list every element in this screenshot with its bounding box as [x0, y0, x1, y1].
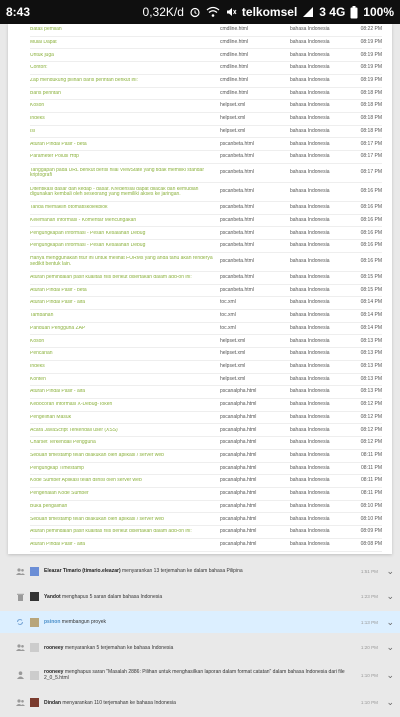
chevron-down-icon[interactable]: ⌄: [386, 591, 394, 601]
network-type: 3 4G: [319, 5, 346, 19]
trash-icon: [14, 593, 26, 601]
activity-time: 1:23 PM: [360, 594, 378, 599]
timestamp: 08:10 PM: [360, 515, 382, 522]
language: bahasa Indonesia: [290, 337, 330, 344]
file-name: pscanbeta.html: [220, 153, 254, 160]
language: bahasa Indonesia: [290, 401, 330, 408]
avatar[interactable]: [30, 567, 39, 576]
table-row[interactable]: [30, 386, 382, 399]
language: bahasa Indonesia: [290, 426, 330, 433]
language: bahasa Indonesia: [290, 102, 330, 109]
timestamp: 08:18 PM: [360, 127, 382, 134]
string-link[interactable]: Buka pengalihan: [30, 503, 68, 509]
string-link[interactable]: Baris perintah: [30, 90, 61, 96]
file-name: cmdline.html: [220, 64, 249, 71]
table-row[interactable]: [30, 374, 382, 387]
file-name: pscanbeta.html: [220, 169, 254, 176]
file-name: pscanalpha.html: [220, 413, 257, 420]
timestamp: 08:18 PM: [360, 102, 382, 109]
language: bahasa Indonesia: [290, 169, 330, 176]
file-name: helpset.xml: [220, 362, 246, 369]
strings-table: [30, 24, 382, 552]
file-name: helpset.xml: [220, 350, 246, 357]
timestamp: 08:18 PM: [360, 115, 382, 122]
string-link[interactable]: Pengungkapan Informasi - Pesan Kesalahan Debug: [30, 243, 146, 249]
language: bahasa Indonesia: [290, 477, 330, 484]
language: bahasa Indonesia: [290, 229, 330, 236]
activity-time: 1:20 PM: [360, 645, 378, 650]
file-name: cmdline.html: [220, 38, 249, 45]
language: bahasa Indonesia: [290, 452, 330, 458]
table-row[interactable]: [30, 450, 382, 463]
string-link[interactable]: Tanggapan pada URL berikut berisi nilai ViewState yang tidak memiliki standar kriptografi: [30, 167, 204, 178]
timestamp: 08:16 PM: [360, 204, 382, 211]
people-icon: [14, 568, 26, 575]
string-link[interactable]: Hanya menggunakan fitur ini untuk melihat FORMs yang anda tahu akan renderya sedikit bentuk lain.: [30, 256, 213, 267]
file-name: pscanbeta.html: [220, 229, 254, 236]
language: bahasa Indonesia: [290, 388, 330, 395]
activity-user[interactable]: psinon: [44, 619, 61, 625]
table-row[interactable]: [30, 513, 382, 526]
activity-item[interactable]: [0, 560, 400, 582]
file-name: pscanalpha.html: [220, 502, 257, 509]
string-link[interactable]: Aturan pemindaian pasif kualitas rilis berikut disertakan dalam add-on ini:: [30, 274, 192, 280]
language: bahasa Indonesia: [290, 541, 330, 548]
person-icon: [14, 671, 26, 679]
file-name: pscanalpha.html: [220, 515, 257, 522]
mute-icon: [225, 6, 237, 18]
language: bahasa Indonesia: [290, 464, 330, 471]
status-bar: [0, 0, 400, 24]
table-row[interactable]: [30, 526, 382, 539]
table-row[interactable]: [30, 138, 382, 151]
activity-item[interactable]: [0, 611, 400, 633]
string-link[interactable]: Indeks: [30, 363, 45, 369]
file-name: pscanalpha.html: [220, 528, 257, 535]
timestamp: 08:12 PM: [360, 401, 382, 408]
file-name: pscanbeta.html: [220, 242, 254, 249]
file-name: pscanbeta.html: [220, 258, 254, 265]
timestamp: 08:19 PM: [360, 38, 382, 45]
table-row[interactable]: [30, 88, 382, 101]
avatar[interactable]: [30, 698, 39, 707]
timestamp: 08:17 PM: [360, 153, 382, 160]
file-name: pscanbeta.html: [220, 273, 254, 280]
activity-user[interactable]: rooneey: [44, 669, 64, 675]
activity-text: [44, 594, 400, 600]
language: bahasa Indonesia: [290, 502, 330, 509]
string-link[interactable]: Sebuah timestamp telah dilakukan oleh aplikasi / server web: [30, 516, 164, 522]
file-name: helpset.xml: [220, 375, 246, 382]
language: bahasa Indonesia: [290, 242, 330, 249]
string-link[interactable]: Kode Sumber Aplikasi telah diinisi oleh server web: [30, 478, 142, 484]
language: bahasa Indonesia: [290, 299, 330, 306]
file-name: pscanalpha.html: [220, 452, 257, 458]
file-name: helpset.xml: [220, 337, 246, 344]
language: bahasa Indonesia: [290, 324, 330, 331]
chevron-down-icon[interactable]: ⌄: [386, 616, 394, 627]
table-row[interactable]: [30, 501, 382, 514]
table-row[interactable]: [30, 475, 382, 488]
timestamp: 08:13 PM: [360, 350, 382, 357]
file-name: cmdline.html: [220, 77, 249, 84]
file-name: toc.xml: [220, 312, 236, 319]
table-row[interactable]: [30, 126, 382, 139]
language: bahasa Indonesia: [290, 273, 330, 280]
string-link[interactable]: Aturan Pindai Pasif - beta: [30, 287, 87, 293]
string-link[interactable]: Aturan Pindai Pasif - alfa: [30, 300, 86, 306]
file-name: pscanbeta.html: [220, 216, 254, 223]
timestamp: 08:16 PM: [360, 229, 382, 236]
activity-text: [44, 619, 400, 625]
string-link[interactable]: Untuk juga: [30, 52, 54, 58]
string-link[interactable]: Aturan pemindaian pasif kualitas rilis berikut disertakan dalam add-on ini:: [30, 529, 192, 535]
file-name: cmdline.html: [220, 51, 249, 58]
string-link[interactable]: Tanda memaklin otomatiskolekblok: [30, 205, 108, 211]
strings-card: [8, 24, 392, 554]
table-row[interactable]: [30, 227, 382, 240]
carrier-name: telkomsel: [241, 5, 298, 19]
timestamp: 08:22 PM: [360, 26, 382, 33]
timestamp: 08:17 PM: [360, 140, 382, 147]
battery-icon: [350, 6, 358, 19]
language: bahasa Indonesia: [290, 115, 330, 122]
activity-user[interactable]: Yandot: [44, 593, 61, 600]
string-link[interactable]: Isi: [30, 128, 35, 134]
language: bahasa Indonesia: [290, 350, 330, 357]
timestamp: 08:15 PM: [360, 273, 382, 280]
table-row[interactable]: [30, 310, 382, 323]
table-row[interactable]: [30, 100, 382, 113]
string-link[interactable]: Tambahan: [30, 313, 54, 319]
string-link[interactable]: Batas pemilah: [30, 27, 62, 33]
language: bahasa Indonesia: [290, 26, 330, 33]
file-name: pscanbeta.html: [220, 286, 254, 293]
file-name: pscanalpha.html: [220, 464, 257, 471]
chevron-down-icon[interactable]: ⌄: [386, 697, 394, 707]
language: bahasa Indonesia: [290, 140, 330, 147]
string-link[interactable]: Mulai Dapat: [30, 39, 57, 45]
battery-level: 100%: [363, 5, 394, 19]
table-row[interactable]: [30, 202, 382, 215]
activity-description: menghapus saran "Masalah 2886: Pilihan untuk menghasilkan laporan dalam format catatan" dalam bahasa Indonesia dari file 2_0_5.html: [44, 669, 345, 681]
timestamp: 08:19 PM: [360, 51, 382, 58]
timestamp: 08:15 PM: [360, 286, 382, 293]
activity-description: menyarankan 5 terjemahan ke bahasa Indonesia: [63, 644, 174, 651]
language: bahasa Indonesia: [290, 515, 330, 522]
language: bahasa Indonesia: [290, 258, 330, 265]
string-link[interactable]: Konten: [30, 376, 46, 382]
table-row[interactable]: [30, 323, 382, 336]
table-row[interactable]: [30, 488, 382, 501]
activity-text: [44, 645, 400, 651]
language: bahasa Indonesia: [290, 38, 330, 45]
file-name: pscanalpha.html: [220, 439, 257, 446]
table-row[interactable]: [30, 151, 382, 164]
language: bahasa Indonesia: [290, 490, 330, 497]
language: bahasa Indonesia: [290, 153, 330, 160]
string-link[interactable]: Charset Terkendali Pengguna: [30, 440, 96, 446]
table-row[interactable]: [30, 183, 382, 202]
language: bahasa Indonesia: [290, 439, 330, 446]
table-row[interactable]: [30, 240, 382, 253]
file-name: pscanalpha.html: [220, 490, 257, 497]
timestamp: 08:09 PM: [360, 528, 382, 535]
timestamp: 08:14 PM: [360, 312, 382, 319]
timestamp: 08:16 PM: [360, 242, 382, 249]
string-link[interactable]: Pengungkapan Informasi - Pesan Kesalahan Debug: [30, 230, 146, 236]
table-row[interactable]: [30, 164, 382, 183]
sync-icon: [14, 618, 26, 626]
table-row[interactable]: [30, 437, 382, 450]
string-link[interactable]: Panduan Pengguna ZAP: [30, 325, 86, 331]
file-name: pscanbeta.html: [220, 188, 254, 195]
language: bahasa Indonesia: [290, 216, 330, 223]
string-link[interactable]: Koson: [30, 103, 45, 109]
string-link[interactable]: Sebuah timestamp telah dilakukan oleh aplikasi / server web: [30, 453, 164, 458]
timestamp: 08:12 PM: [360, 426, 382, 433]
file-name: pscanalpha.html: [220, 401, 257, 408]
table-row[interactable]: [30, 463, 382, 476]
table-row[interactable]: [30, 424, 382, 437]
table-row[interactable]: [30, 285, 382, 298]
string-link[interactable]: Aturan Pindai Pasif - beta: [30, 141, 87, 147]
activity-text: [44, 669, 400, 681]
activity-item[interactable]: [0, 692, 400, 714]
timestamp: 08:13 PM: [360, 362, 382, 369]
language: bahasa Indonesia: [290, 286, 330, 293]
timestamp: 08:16 PM: [360, 188, 382, 195]
file-name: toc.xml: [220, 324, 236, 331]
table-row[interactable]: [30, 215, 382, 228]
table-row[interactable]: [30, 361, 382, 374]
string-link[interactable]: Pengenalan Kode Sumber: [30, 491, 89, 497]
people-icon: [14, 644, 26, 651]
string-link[interactable]: Contoh:: [30, 65, 48, 71]
activity-text: [44, 568, 400, 574]
timestamp: 08:13 PM: [360, 337, 382, 344]
language: bahasa Indonesia: [290, 89, 330, 96]
activity-user[interactable]: Dindan: [44, 699, 61, 706]
string-link[interactable]: Aturan Pindai Pasif - alfa: [30, 542, 86, 548]
activity-description: membangun proyek: [60, 619, 106, 625]
timestamp: 08:19 PM: [360, 77, 382, 84]
activity-text: [44, 700, 400, 706]
file-name: pscanbeta.html: [220, 140, 254, 147]
language: bahasa Indonesia: [290, 312, 330, 319]
table-row[interactable]: [30, 62, 382, 75]
file-name: helpset.xml: [220, 127, 246, 134]
timestamp: 08:13 PM: [360, 388, 382, 395]
avatar[interactable]: [30, 618, 39, 627]
table-row[interactable]: [30, 399, 382, 412]
string-link[interactable]: Kebocoran Informasi X-Debug-Token: [30, 402, 113, 408]
file-name: toc.xml: [220, 299, 236, 306]
string-link[interactable]: Aturan Pindai Pasif - alfa: [30, 389, 86, 395]
table-row[interactable]: [30, 297, 382, 310]
table-row[interactable]: [30, 272, 382, 285]
activity-description: menyarankan 110 terjemahan ke bahasa Indonesia: [60, 699, 176, 706]
table-row[interactable]: [30, 24, 382, 37]
string-link[interactable]: Zap mendukung pilihan baris perintah berikut ini:: [30, 78, 138, 84]
file-name: pscanalpha.html: [220, 541, 257, 548]
activity-time: 1:51 PM: [360, 568, 378, 574]
activity-time: 1:13 PM: [360, 619, 378, 625]
string-link[interactable]: Indeks: [30, 116, 45, 122]
timestamp: 08:12 PM: [360, 413, 382, 420]
chevron-down-icon[interactable]: ⌄: [386, 642, 394, 652]
timestamp: 08:16 PM: [360, 258, 382, 265]
activity-time: 1:10 PM: [360, 672, 378, 678]
activity-description: menyarankan 13 terjemahan ke dalam bahasa Pilipina: [120, 568, 243, 574]
timestamp: 08:14 PM: [360, 299, 382, 306]
file-name: pscanalpha.html: [220, 388, 257, 395]
string-link[interactable]: Pencarian: [30, 351, 53, 357]
file-name: pscanalpha.html: [220, 477, 257, 484]
clock: 8:43: [6, 5, 31, 19]
language: bahasa Indonesia: [290, 51, 330, 58]
avatar[interactable]: [30, 671, 39, 680]
timestamp: 08:14 PM: [360, 324, 382, 331]
table-row[interactable]: [30, 253, 382, 272]
language: bahasa Indonesia: [290, 375, 330, 382]
string-link[interactable]: Acara JavaScript Terkendali user (XSS): [30, 427, 118, 433]
string-link[interactable]: Ditentikasi dasar dan kedap - dasar. Kredensial dapat dilacak dan kemudian digunakan kembali oleh seseorang yang memiliki akses ke jaringan.: [30, 186, 199, 197]
file-name: pscanbeta.html: [220, 204, 254, 211]
timestamp: 08:18 PM: [360, 89, 382, 96]
alarm-icon: [189, 6, 201, 18]
avatar[interactable]: [30, 643, 39, 652]
activity-user[interactable]: Eleazar Timario (timario.eleazar): [44, 568, 121, 574]
signal-icon: [302, 6, 314, 18]
string-link[interactable]: Pengelihan Masuk: [30, 414, 72, 420]
language: bahasa Indonesia: [290, 77, 330, 84]
table-row[interactable]: [30, 113, 382, 126]
wifi-icon: [206, 6, 220, 18]
file-name: cmdline.html: [220, 26, 249, 33]
language: bahasa Indonesia: [290, 127, 330, 134]
activity-user[interactable]: rooneey: [44, 644, 64, 651]
table-row[interactable]: [30, 49, 382, 62]
string-link[interactable]: Koson: [30, 338, 45, 344]
file-name: cmdline.html: [220, 89, 249, 96]
string-link[interactable]: Pengungkap Timestamp: [30, 465, 84, 471]
table-row[interactable]: [30, 412, 382, 425]
string-link[interactable]: Parameter Polusi Http: [30, 154, 79, 160]
table-row[interactable]: [30, 335, 382, 348]
timestamp: 08:11 PM: [360, 490, 382, 497]
avatar[interactable]: [30, 592, 39, 601]
file-name: helpset.xml: [220, 115, 246, 122]
data-speed: 0,32K/d: [142, 5, 184, 19]
language: bahasa Indonesia: [290, 64, 330, 71]
activity-time: 1:10 PM: [360, 700, 378, 705]
activity-feed: [0, 560, 400, 717]
timestamp: 08:19 PM: [360, 64, 382, 71]
timestamp: 08:10 PM: [360, 502, 382, 509]
language: bahasa Indonesia: [290, 413, 330, 420]
activity-description: menghapus 5 saran dalam bahasa Indonesia: [60, 593, 163, 600]
chevron-down-icon[interactable]: ⌄: [386, 565, 394, 576]
language: bahasa Indonesia: [290, 204, 330, 211]
string-link[interactable]: Kelemahan Informasi - Komentar Mencurigakan: [30, 217, 137, 223]
language: bahasa Indonesia: [290, 362, 330, 369]
language: bahasa Indonesia: [290, 188, 330, 195]
timestamp: 08:11 PM: [360, 464, 382, 471]
timestamp: 08:16 PM: [360, 216, 382, 223]
timestamp: 08:08 PM: [360, 541, 382, 548]
file-name: helpset.xml: [220, 102, 246, 109]
timestamp: 08:12 PM: [360, 439, 382, 446]
table-row[interactable]: [30, 348, 382, 361]
timestamp: 08:11 PM: [360, 452, 382, 458]
activity-item[interactable]: [0, 637, 400, 659]
language: bahasa Indonesia: [290, 528, 330, 535]
people-icon: [14, 699, 26, 706]
table-row[interactable]: [30, 539, 382, 552]
table-row[interactable]: [30, 75, 382, 88]
file-name: pscanalpha.html: [220, 426, 257, 433]
activity-item[interactable]: [0, 662, 400, 688]
timestamp: 08:13 PM: [360, 375, 382, 382]
timestamp: 08:17 PM: [360, 169, 382, 176]
chevron-down-icon[interactable]: ⌄: [386, 669, 394, 680]
table-row[interactable]: [30, 37, 382, 50]
activity-item[interactable]: [0, 586, 400, 608]
timestamp: 08:11 PM: [360, 477, 382, 484]
